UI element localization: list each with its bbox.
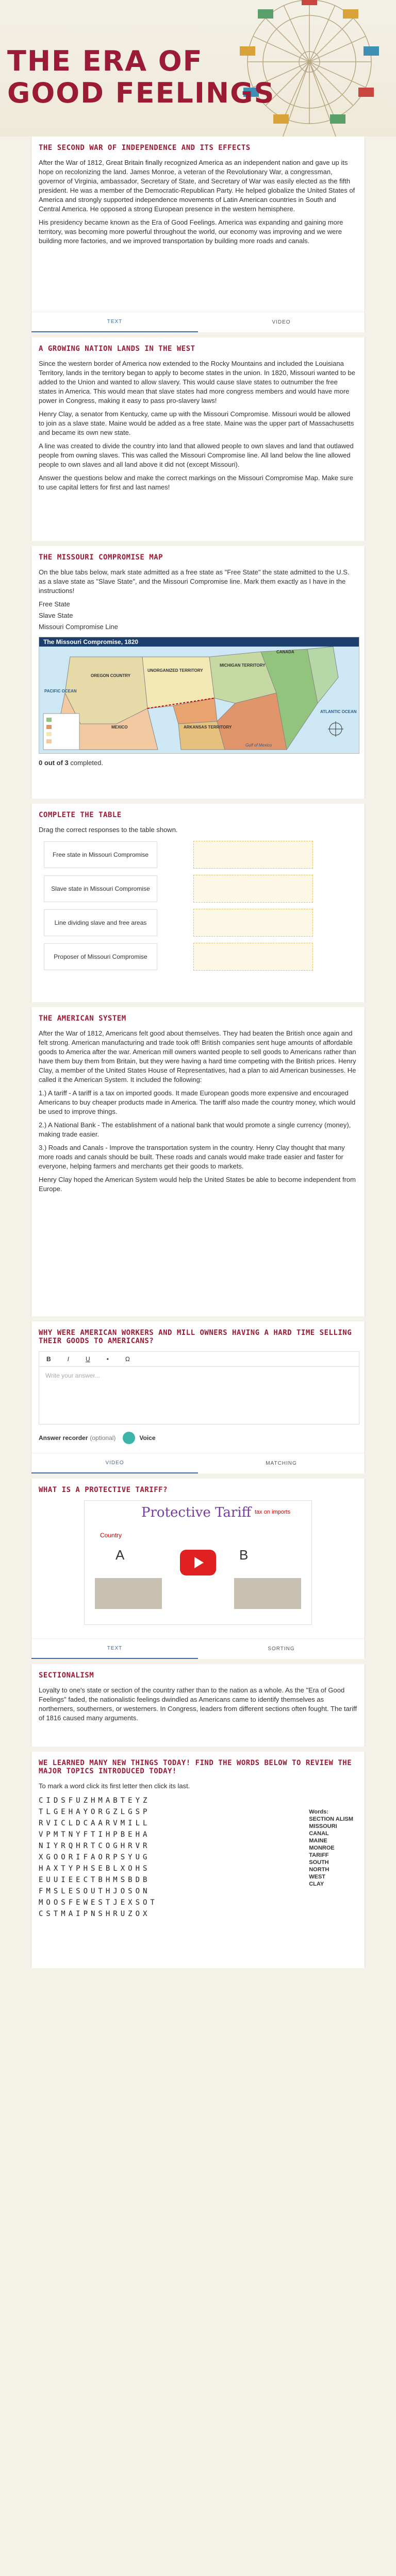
grid-row[interactable]: RVICLDCAARVMILL bbox=[39, 1819, 151, 1827]
grid-row[interactable]: CIDSFUZHMABTEYZ bbox=[39, 1797, 151, 1805]
section-word-search bbox=[31, 1752, 365, 1968]
table-row-label: Proposer of Missouri Compromise bbox=[44, 943, 157, 970]
word-item: CLAY bbox=[309, 1881, 324, 1887]
tab-matching[interactable]: MATCHING bbox=[266, 1461, 297, 1466]
recorder-label: Answer recorder bbox=[39, 1434, 88, 1442]
table-row bbox=[39, 909, 357, 937]
editor-toolbar bbox=[39, 1352, 359, 1367]
score-line bbox=[39, 759, 357, 767]
grid-row[interactable]: TLGEHAYORGZLGSP bbox=[39, 1808, 151, 1816]
paragraph: Loyalty to one's state or section of the country rather than to the nation as a whole. As the "Era of Good Feelings" faded, the nationalistic feelings dwindled as Americans came to identify themselves as northerners, southerners, or westerners. In Congress, leaders from different sections often fought. The tariff of 1816 caused many arguments. bbox=[39, 1686, 357, 1722]
tab-bar bbox=[31, 312, 365, 332]
grid-row[interactable]: XGOORIFAORPSYUG bbox=[39, 1853, 151, 1861]
recorder-optional: (optional) bbox=[90, 1434, 116, 1442]
paragraph: After the War of 1812, Great Britain finally recognized America as an independent nation and gave up its hope on recolonizing the land. James Monroe, a veteran of the Revolutionary War, a congressman, governor of Virginia, ambassador, Secretary of State, and Secretary of War was easily elected as the fifth president. He was a member of the Democratic-Republican Party. He helped globalize the United States of America and strongly supported independence movements of Latin American countries in South and Central America. He opposed a strong European presence in the western hemisphere. bbox=[39, 159, 355, 213]
tab-video[interactable]: VIDEO bbox=[272, 319, 291, 325]
video-label: Country bbox=[100, 1532, 122, 1539]
word-list bbox=[309, 1808, 353, 1888]
microphone-icon[interactable] bbox=[123, 1432, 135, 1444]
section-heading: SECTIONALISM bbox=[39, 1671, 94, 1680]
table-row-label: Line dividing slave and free areas bbox=[44, 909, 157, 936]
answer-editor[interactable] bbox=[39, 1351, 359, 1425]
play-icon[interactable] bbox=[180, 1550, 216, 1575]
map-label: PACIFIC OCEAN bbox=[44, 689, 77, 693]
table-row-label: Free state in Missouri Compromise bbox=[44, 841, 157, 868]
paragraph: A line was created to divide the country into land that allowed people to own slaves and land that outlawed people from owning slaves. This was called the Missouri Compromise line. All land below the line allowed people to own slaves and all land above it did not (except Missouri). bbox=[39, 442, 354, 468]
paragraph: 2.) A National Bank - The establishment of a national bank that would promote a single currency (money), making trade easier. bbox=[39, 1121, 351, 1138]
score-suffix: completed. bbox=[68, 759, 103, 767]
divider bbox=[31, 1747, 365, 1752]
list-button[interactable]: • bbox=[106, 1355, 109, 1363]
divider bbox=[31, 1659, 365, 1664]
section-heading: WHY WERE AMERICAN WORKERS AND MILL OWNERS HAVING A HARD TIME SELLING THEIR GOODS TO AMERICANS? bbox=[39, 1329, 352, 1345]
paragraph: His presidency became known as the Era of Good Feelings. America was expanding and gaining more territory, was becoming more powerful throughout the world, our economy was improving and we were building more factories, and we improved transportation by building more roads and canals. bbox=[39, 218, 343, 245]
paragraph: On the blue tabs below, mark state admitted as a free state as "Free State" the state admitted to the U.S. as a slave state as "Slave State", and the Missouri Compromise line. Mark them exactly as I have in the instructions! bbox=[39, 568, 350, 595]
divider bbox=[31, 1002, 365, 1007]
section-protective-tariff bbox=[31, 1479, 365, 1638]
video-title: Protective Tariff bbox=[141, 1505, 252, 1520]
paragraph: Since the western border of America now extended to the Rocky Mountains and included the Louisiana Territory, lands in the territory began to apply to become states in the union. In 1820, Missouri wanted to be added to the Union and wanted to allow slavery. This would cause slave states to outnumber the free states in America. This would mean that slave states had more congress members and would have more power in Congress, making it easy to pass pro-slavery laws! bbox=[39, 360, 355, 404]
section-heading: A GROWING NATION LANDS IN THE WEST bbox=[39, 345, 195, 353]
section-american-system bbox=[31, 1007, 365, 1316]
section-table bbox=[31, 804, 365, 1002]
missouri-map[interactable] bbox=[39, 637, 359, 754]
special-char-button[interactable]: Ω bbox=[125, 1355, 130, 1363]
map-label: MEXICO bbox=[111, 725, 128, 730]
divider bbox=[31, 541, 365, 546]
score: 0 out of 3 bbox=[39, 759, 69, 767]
label-option-slave[interactable]: Slave State bbox=[39, 612, 73, 619]
divider bbox=[31, 332, 365, 337]
table-row bbox=[39, 875, 357, 903]
underline-button[interactable]: U bbox=[86, 1355, 90, 1363]
page-title: THE ERA OF GOOD FEELINGS bbox=[7, 45, 275, 109]
section-heading: THE SECOND WAR OF INDEPENDENCE AND ITS EFFECTS bbox=[39, 144, 251, 152]
paragraph: Henry Clay, a senator from Kentucky, came up with the Missouri Compromise. Missouri would be allowed to join as a slave state. Maine would be added as a free state. Maine was the upper part of Massachusetts and became its own new state. bbox=[39, 410, 354, 436]
compass-icon bbox=[328, 721, 343, 737]
word-item: MISSOURI bbox=[309, 1823, 337, 1829]
voice-label: Voice bbox=[139, 1434, 156, 1442]
instructions: To mark a word click its first letter then click its last. bbox=[39, 1782, 190, 1790]
video-player[interactable] bbox=[84, 1500, 312, 1625]
section-question bbox=[31, 1321, 365, 1453]
word-item: TARIFF bbox=[309, 1852, 329, 1858]
italic-button[interactable]: I bbox=[67, 1355, 70, 1363]
section-second-war bbox=[31, 137, 365, 312]
paragraph: Henry Clay hoped the American System would help the United States be able to become independent from Europe. bbox=[39, 1176, 356, 1193]
tab-video[interactable]: VIDEO bbox=[31, 1453, 198, 1473]
paragraph: 3.) Roads and Canals - Improve the transportation system in the country. Henry Clay thought that many more roads and canals should be built. These roads and canals would make trade easier and faster for everyone, helping farmers and merchants get their goods to markets. bbox=[39, 1144, 345, 1170]
tab-bar bbox=[31, 1453, 365, 1473]
drop-zone[interactable] bbox=[193, 943, 313, 971]
grid-row[interactable]: NIYRQHRTCOGHRVR bbox=[39, 1842, 151, 1850]
word-item: MONROE bbox=[309, 1845, 335, 1851]
drop-zone[interactable] bbox=[193, 841, 313, 869]
table-row bbox=[39, 841, 357, 869]
label-option-free[interactable]: Free State bbox=[39, 600, 70, 608]
paragraph: Answer the questions below and make the correct markings on the Missouri Compromise Map. Make sure to use capital letters for first and last names! bbox=[39, 474, 353, 491]
map-label: ATLANTIC OCEAN bbox=[320, 709, 357, 714]
section-sectionalism bbox=[31, 1664, 365, 1747]
answer-recorder bbox=[39, 1432, 357, 1444]
map-title: The Missouri Compromise, 1820 bbox=[39, 637, 359, 647]
divider bbox=[31, 799, 365, 804]
section-heading: THE AMERICAN SYSTEM bbox=[39, 1014, 126, 1023]
section-heading: WHAT IS A PROTECTIVE TARIFF? bbox=[39, 1486, 168, 1494]
answer-placeholder[interactable]: Write your answer... bbox=[45, 1372, 100, 1379]
map-label: MICHIGAN TERRITORY bbox=[220, 663, 266, 668]
section-heading: COMPLETE THE TABLE bbox=[39, 811, 122, 819]
map-label: Gulf of Mexico bbox=[245, 743, 272, 748]
word-item: SOUTH bbox=[309, 1859, 329, 1866]
drop-zone[interactable] bbox=[193, 909, 313, 937]
grid-row[interactable]: VPMTNYFTIHPBEHA bbox=[39, 1831, 151, 1839]
word-item: SECTION ALISM bbox=[309, 1816, 353, 1822]
map-label: OREGON COUNTRY bbox=[91, 673, 131, 678]
table-row-label: Slave state in Missouri Compromise bbox=[44, 875, 157, 902]
video-label: A bbox=[116, 1547, 125, 1563]
section-heading: WE LEARNED MANY NEW THINGS TODAY! FIND THE WORDS BELOW TO REVIEW THE MAJOR TOPICS INTRODUCED TODAY! bbox=[39, 1759, 352, 1775]
hero-banner bbox=[0, 0, 396, 137]
bold-button[interactable]: B bbox=[46, 1355, 51, 1363]
word-item: MAINE bbox=[309, 1838, 327, 1844]
grid-row[interactable]: HAXTYPHSEBLXOHS bbox=[39, 1865, 151, 1873]
instructions: Drag the correct responses to the table shown. bbox=[39, 826, 178, 834]
drop-zone[interactable] bbox=[193, 875, 313, 903]
word-item: NORTH bbox=[309, 1867, 329, 1873]
word-list-label: Words: bbox=[309, 1809, 328, 1815]
tab-text[interactable]: TEXT bbox=[31, 312, 198, 332]
table-row bbox=[39, 943, 357, 971]
map-label: UNORGANIZED TERRITORY bbox=[147, 668, 203, 673]
label-option-line[interactable]: Missouri Compromise Line bbox=[39, 623, 118, 631]
grid-row[interactable]: CSTMAIPNSHRUZOX bbox=[39, 1910, 151, 1918]
factory-illustration bbox=[95, 1578, 162, 1609]
tab-bar bbox=[31, 1638, 365, 1659]
tab-text[interactable]: TEXT bbox=[31, 1639, 198, 1659]
map-label: ARKANSAS TERRITORY bbox=[184, 725, 232, 730]
paragraph: 1.) A tariff - A tariff is a tax on imported goods. It made European goods more expensive and encouraged Americans to buy cheaper products made in America. The tariff also made the country money, which would be used to improve things. bbox=[39, 1089, 356, 1115]
grid-row[interactable]: MOOSFEWESTJEXSOT bbox=[39, 1899, 158, 1907]
video-subtitle: tax on imports bbox=[255, 1509, 291, 1515]
map-label: CANADA bbox=[276, 650, 294, 654]
factory-illustration bbox=[234, 1578, 301, 1609]
divider bbox=[31, 1473, 365, 1479]
video-label: B bbox=[239, 1547, 249, 1563]
section-growing-nation bbox=[31, 337, 365, 541]
tab-sorting[interactable]: SORTING bbox=[268, 1646, 295, 1652]
word-item: CANAL bbox=[309, 1831, 329, 1837]
grid-row[interactable]: EUUIEECTBHMSBDB bbox=[39, 1876, 151, 1884]
section-heading: THE MISSOURI COMPROMISE MAP bbox=[39, 553, 163, 562]
paragraph: After the War of 1812, Americans felt good about themselves. They had beaten the British once again and felt strong. American manufacturing and trade took off! British companies sent huge amounts of affordable goods to America after the war. American mill owners wanted people to sell goods to Americans rather than have them buy them from Britain, but they were having a hard time competing with the British prices. Henry Clay, a member of the United States House of Representatives, had a plan to aid American businesses. He called it the American System. It included the following: bbox=[39, 1029, 356, 1083]
grid-row[interactable]: FMSLESOUTHJOSON bbox=[39, 1887, 151, 1895]
word-item: WEST bbox=[309, 1874, 326, 1880]
section-map bbox=[31, 546, 365, 799]
divider bbox=[31, 1316, 365, 1321]
